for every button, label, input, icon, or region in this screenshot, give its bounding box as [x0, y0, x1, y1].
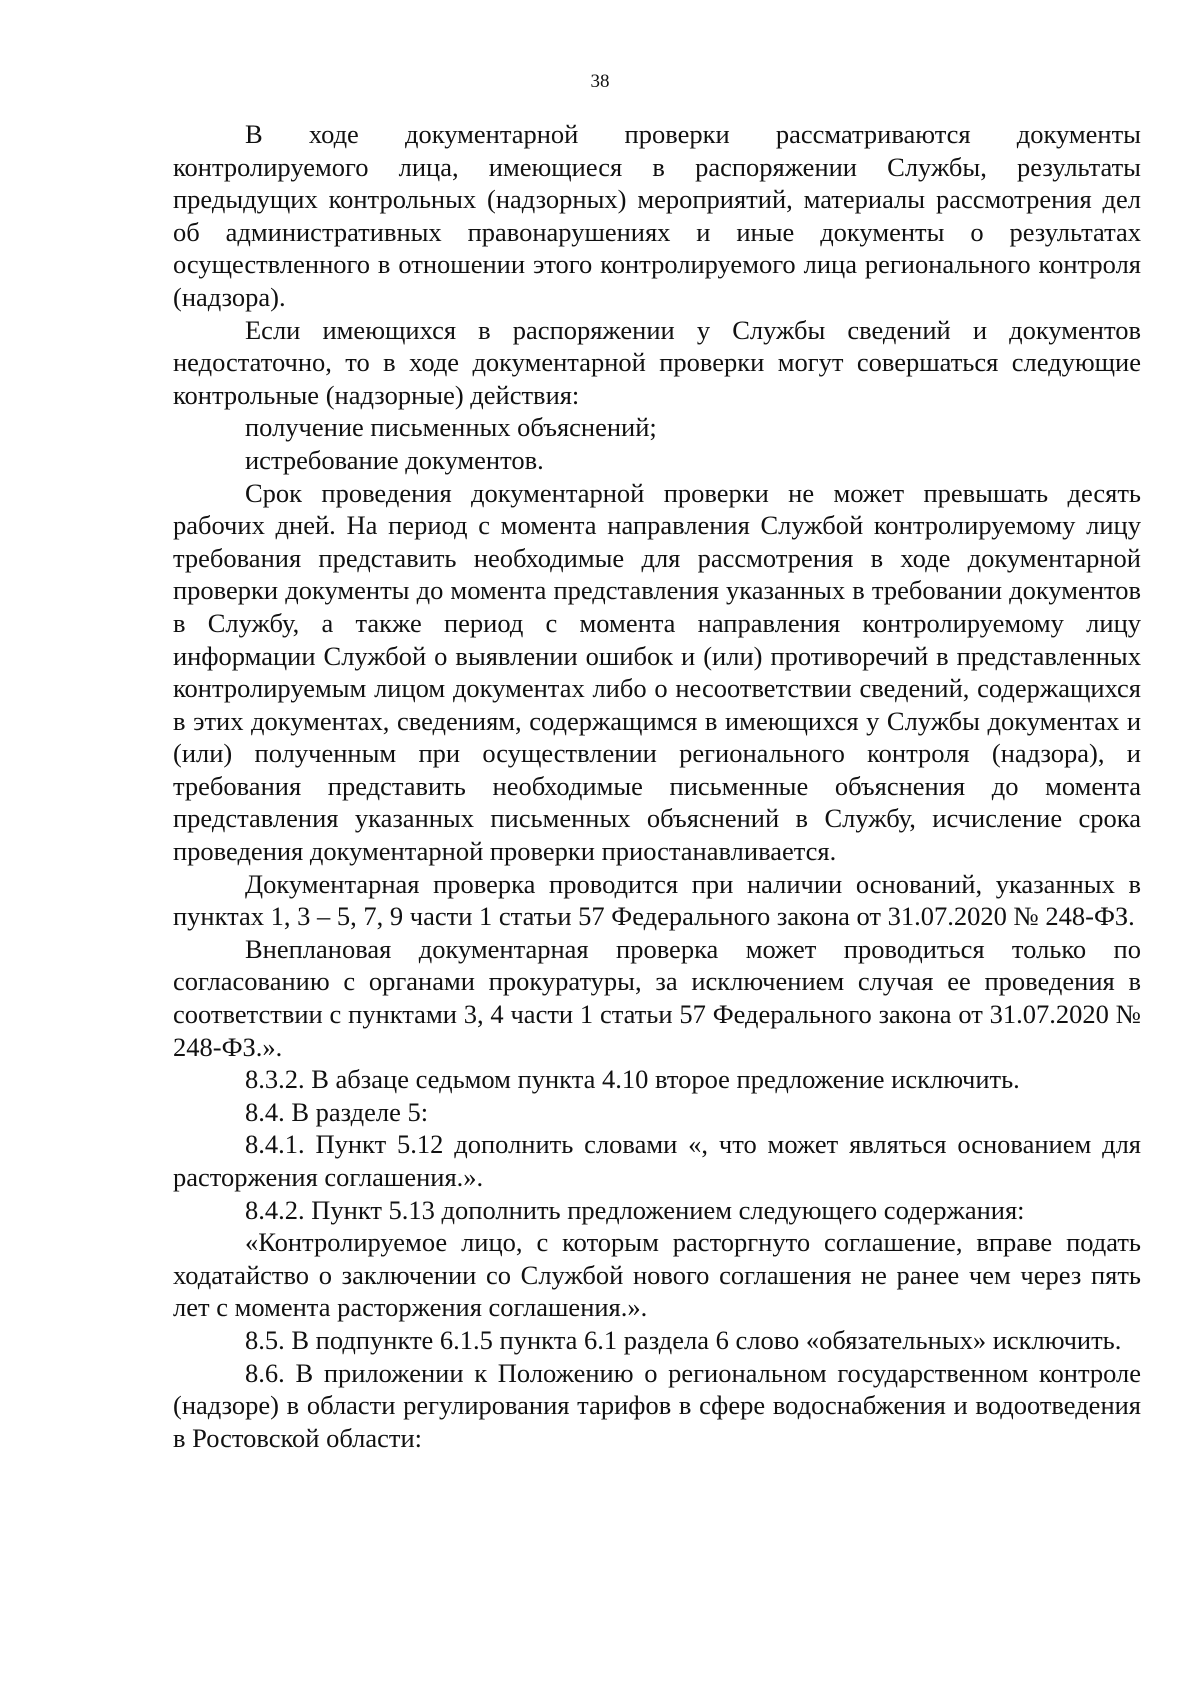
amendment-item: 8.4.2. Пункт 5.13 дополнить предложением следующего содержания:: [245, 1194, 1025, 1225]
amendment-item: 8.3.2. В абзаце седьмом пункта 4.10 второе предложение исключить.: [245, 1064, 1020, 1095]
amendment-item: 8.4. В разделе 5:: [245, 1096, 429, 1127]
paragraph: Срок проведения документарной проверки не может превышать десять рабочих дней. На период с момента направления Службой контролируемому лицу требования представить необходимые для рассмотрения в ходе документарной проверки документы до момента представления указанных в требовании документов в Службу, а также период с момента направления контролируемому лицу информации Службой о выявлении ошибок и (или) противоречий в представленных контролируемым лицом документах либо о несоответствии сведений, содержащихся в этих документах, сведениям, содержащимся в имеющихся у Службы документах и (или) полученным при осуществлении регионального контроля (надзора), и требования представить необходимые письменные объяснения до момента представления указанных письменных объяснений в Службу, исчисление срока проведения документарной проверки приостанавливается.: [173, 477, 1141, 867]
amendment-item: 8.6. В приложении к Положению о региональном государственном контроле (надзоре) в области регулирования тарифов в сфере водоснабжения и водоотведения в Ростовской области:: [173, 1357, 1141, 1453]
list-item: получение письменных объяснений;: [245, 412, 657, 443]
list-item: истребование документов.: [245, 444, 544, 475]
page-number: 38: [590, 71, 610, 92]
paragraph: Внеплановая документарная проверка может проводиться только по согласованию с органами прокуратуры, за исключением случая ее проведения в соответствии с пунктами 3, 4 части 1 статьи 57 Федерального закона от 31.07.2020 № 248-ФЗ.».: [173, 933, 1141, 1062]
paragraph: В ходе документарной проверки рассматриваются документы контролируемого лица, имеющиеся в распоряжении Службы, результаты предыдущих контрольных (надзорных) мероприятий, материалы рассмотрения дел об административных правонарушениях и иные документы о результатах осуществленного в отношении этого контролируемого лица регионального контроля (надзора).: [173, 119, 1141, 312]
amendment-item: 8.4.1. Пункт 5.12 дополнить словами «, что может являться основанием для расторжения соглашения.».: [173, 1129, 1141, 1192]
document-body: [173, 118, 1141, 1454]
paragraph: Если имеющихся в распоряжении у Службы сведений и документов недостаточно, то в ходе документарной проверки могут совершаться следующие контрольные (надзорные) действия:: [173, 314, 1141, 410]
quoted-text: «Контролируемое лицо, с которым расторгнуто соглашение, вправе подать ходатайство о заключении со Службой нового соглашения не ранее чем через пять лет с момента расторжения соглашения.».: [173, 1227, 1141, 1323]
paragraph: Документарная проверка проводится при наличии оснований, указанных в пунктах 1, 3 – 5, 7, 9 части 1 статьи 57 Федерального закона от 31.07.2020 № 248-ФЗ.: [173, 868, 1141, 932]
amendment-item: 8.5. В подпункте 6.1.5 пункта 6.1 раздела 6 слово «обязательных» исключить.: [245, 1324, 1122, 1355]
